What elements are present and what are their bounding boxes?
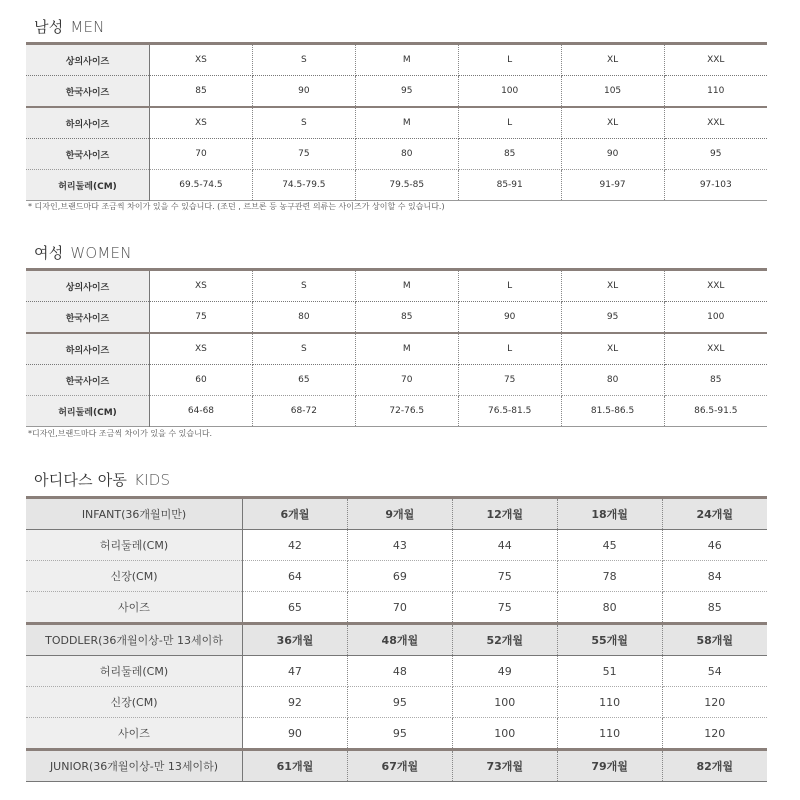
kids-row-label: 신장(CM) (26, 561, 243, 592)
kids-group-label: INFANT(36개월미만) (26, 498, 243, 530)
kids-age-cell: 12개월 (452, 498, 557, 530)
kids-age-cell: 36개월 (243, 624, 348, 656)
row-label: 상의사이즈 (26, 270, 150, 302)
women-note: *디자인,브랜드마다 조금씩 차이가 있을 수 있습니다. (28, 429, 213, 438)
kids-age-cell: 67개월 (347, 750, 452, 782)
size-cell: 90 (458, 302, 561, 334)
size-row (26, 333, 767, 365)
women-title-ko: 여성 (34, 244, 64, 262)
size-cell: 90 (561, 139, 664, 170)
size-cell: M (355, 270, 458, 302)
kids-age-cell: 18개월 (557, 498, 662, 530)
size-cell: XXL (664, 333, 767, 365)
size-row (26, 270, 767, 302)
kids-group-header (26, 624, 767, 656)
men-note: * 디자인,브랜드마다 조금씩 차이가 있을 수 있습니다. (조던 , 르브론 등 농구관련 의류는 사이즈가 상이할 수 있습니다.) (28, 202, 445, 211)
size-cell: L (458, 107, 561, 139)
size-cell: 95 (664, 139, 767, 170)
size-row (26, 76, 767, 108)
size-row (26, 107, 767, 139)
men-section-title (34, 16, 105, 37)
kids-age-cell: 82개월 (662, 750, 767, 782)
size-cell: 91-97 (561, 170, 664, 201)
kids-row (26, 530, 767, 561)
kids-size-cell: 100 (452, 718, 557, 750)
size-cell: S (252, 44, 355, 76)
size-cell: 85 (150, 76, 253, 108)
kids-size-cell: 84 (662, 561, 767, 592)
kids-row-label: 허리둘레(CM) (26, 656, 243, 687)
kids-size-cell: 80 (557, 592, 662, 624)
size-cell: XXL (664, 270, 767, 302)
kids-group-header (26, 498, 767, 530)
size-cell: L (458, 333, 561, 365)
size-cell: 105 (561, 76, 664, 108)
row-label: 허리둘레(CM) (26, 170, 150, 201)
size-cell: S (252, 333, 355, 365)
size-cell: XS (150, 107, 253, 139)
kids-size-cell: 75 (452, 592, 557, 624)
kids-row (26, 592, 767, 624)
size-row (26, 170, 767, 201)
kids-size-cell: 64 (243, 561, 348, 592)
kids-age-cell: 61개월 (243, 750, 348, 782)
kids-size-cell: 95 (347, 687, 452, 718)
size-cell: 97-103 (699, 180, 732, 190)
women-title-en: WOMEN (70, 244, 132, 262)
kids-size-cell: 42 (243, 530, 348, 561)
kids-age-cell: 6개월 (243, 498, 348, 530)
size-cell: XL (561, 333, 664, 365)
kids-size-cell: 110 (557, 687, 662, 718)
size-row (26, 396, 767, 427)
kids-row (26, 687, 767, 718)
size-cell: 80 (561, 365, 664, 396)
kids-size-cell: 78 (557, 561, 662, 592)
size-cell: 95 (355, 76, 458, 108)
kids-size-cell: 95 (347, 718, 452, 750)
kids-size-cell: 51 (557, 656, 662, 687)
men-title-ko: 남성 (34, 18, 64, 36)
kids-size-cell: 45 (557, 530, 662, 561)
size-cell: XS (150, 270, 253, 302)
size-cell: 75 (252, 139, 355, 170)
kids-size-cell: 90 (243, 718, 348, 750)
size-row (26, 302, 767, 334)
kids-row-label: 사이즈 (26, 592, 243, 624)
size-cell: XXL (664, 44, 767, 76)
size-cell: XL (561, 270, 664, 302)
row-label: 하의사이즈 (26, 107, 150, 139)
size-cell: 60 (150, 365, 253, 396)
kids-group-label: JUNIOR(36개월이상-만 13세이하) (26, 750, 243, 782)
size-cell: 68-72 (252, 396, 355, 427)
size-cell: 64-68 (150, 396, 253, 427)
size-cell: M (355, 333, 458, 365)
size-cell: 75 (458, 365, 561, 396)
kids-age-cell: 48개월 (347, 624, 452, 656)
kids-row-label: 신장(CM) (26, 687, 243, 718)
size-cell: L (458, 44, 561, 76)
kids-age-cell: 24개월 (662, 498, 767, 530)
men-title-en: MEN (70, 18, 105, 36)
size-cell: M (355, 107, 458, 139)
size-cell: S (252, 107, 355, 139)
row-label: 한국사이즈 (26, 365, 150, 396)
size-row (26, 44, 767, 76)
kids-size-cell: 54 (662, 656, 767, 687)
row-label: 상의사이즈 (26, 44, 150, 76)
kids-age-cell: 9개월 (347, 498, 452, 530)
kids-size-cell: 120 (662, 687, 767, 718)
kids-age-cell: 52개월 (452, 624, 557, 656)
kids-row (26, 718, 767, 750)
kids-size-cell: 48 (347, 656, 452, 687)
size-cell: 90 (252, 76, 355, 108)
size-cell: 79.5-85 (355, 170, 458, 201)
kids-size-cell: 110 (557, 718, 662, 750)
kids-size-cell: 43 (347, 530, 452, 561)
kids-age-cell: 73개월 (452, 750, 557, 782)
kids-row (26, 561, 767, 592)
size-cell: 74.5-79.5 (252, 170, 355, 201)
size-cell: S (252, 270, 355, 302)
kids-size-cell: 75 (452, 561, 557, 592)
size-cell: 86.5-91.5 (694, 406, 738, 416)
size-cell: 100 (664, 302, 767, 334)
kids-size-cell: 65 (243, 592, 348, 624)
kids-size-cell: 92 (243, 687, 348, 718)
size-cell: 85-91 (458, 170, 561, 201)
kids-row-label: 사이즈 (26, 718, 243, 750)
size-cell: XS (150, 333, 253, 365)
women-section-title (34, 242, 132, 263)
kids-size-cell: 47 (243, 656, 348, 687)
kids-size-cell: 49 (452, 656, 557, 687)
size-cell: 75 (150, 302, 253, 334)
kids-title-ko: 아디다스 아동 (34, 471, 128, 489)
size-cell: M (355, 44, 458, 76)
size-cell: 65 (252, 365, 355, 396)
kids-section-title (34, 469, 170, 490)
size-row (26, 365, 767, 396)
men-size-table (26, 42, 767, 201)
kids-age-cell: 55개월 (557, 624, 662, 656)
row-label: 하의사이즈 (26, 333, 150, 365)
kids-row (26, 656, 767, 687)
kids-group-header (26, 750, 767, 782)
row-label: 허리둘레(CM) (26, 396, 150, 427)
kids-size-cell: 69 (347, 561, 452, 592)
size-cell: 80 (355, 139, 458, 170)
size-cell: 76.5-81.5 (458, 396, 561, 427)
size-cell: 95 (561, 302, 664, 334)
kids-size-cell: 85 (662, 592, 767, 624)
size-cell: XL (561, 107, 664, 139)
kids-title-en: KIDS (134, 471, 171, 489)
size-cell: 85 (458, 139, 561, 170)
kids-size-cell: 70 (347, 592, 452, 624)
size-cell: 69.5-74.5 (150, 170, 253, 201)
size-cell: XS (150, 44, 253, 76)
size-cell: 81.5-86.5 (561, 396, 664, 427)
size-cell: 80 (252, 302, 355, 334)
size-cell: 70 (150, 139, 253, 170)
kids-row-label: 허리둘레(CM) (26, 530, 243, 561)
size-cell: 100 (458, 76, 561, 108)
size-cell: L (458, 270, 561, 302)
size-cell: 85 (355, 302, 458, 334)
size-cell: 110 (664, 76, 767, 108)
women-size-table (26, 268, 767, 427)
kids-age-cell: 79개월 (557, 750, 662, 782)
size-cell: XXL (664, 107, 767, 139)
size-cell: 85 (664, 365, 767, 396)
kids-size-cell: 44 (452, 530, 557, 561)
size-cell: XL (561, 44, 664, 76)
row-label: 한국사이즈 (26, 139, 150, 170)
row-label: 한국사이즈 (26, 302, 150, 334)
kids-age-cell: 58개월 (662, 624, 767, 656)
row-label: 한국사이즈 (26, 76, 150, 108)
kids-size-cell: 100 (452, 687, 557, 718)
kids-size-cell: 46 (662, 530, 767, 561)
kids-group-label: TODDLER(36개월이상-만 13세이하 (26, 624, 243, 656)
kids-size-table (26, 496, 767, 782)
kids-size-cell: 120 (662, 718, 767, 750)
size-cell: 70 (355, 365, 458, 396)
size-cell: 72-76.5 (355, 396, 458, 427)
size-row (26, 139, 767, 170)
